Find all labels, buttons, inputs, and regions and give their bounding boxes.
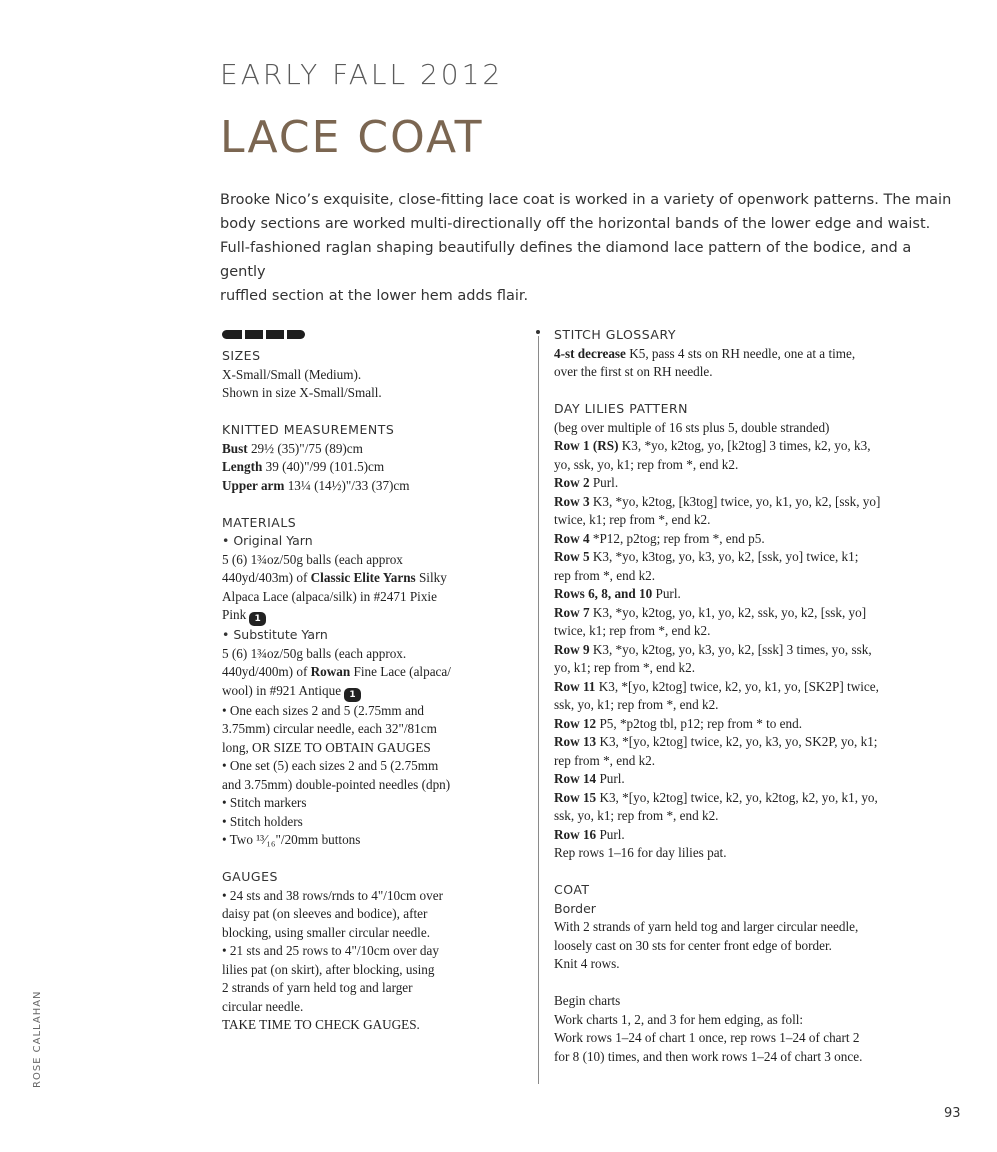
charts-line: Work rows 1–24 of chart 1 once, rep rows 1–24 of chart 2 [554,1030,860,1045]
materials-line: • Stitch holders [222,813,303,829]
skill-segment [222,330,242,339]
gauges-line: • 21 sts and 25 rows to 4"/10cm over day [222,943,439,958]
materials-line: • Stitch markers [222,795,307,810]
pattern-row-line: yo, ssk, yo, k1; rep from *, end k2. [554,456,739,472]
intro-line: ruffled section at the lower hem adds flair. [220,288,529,304]
original-yarn-label: • Original Yarn [222,533,313,548]
pattern-row-line: Row 15 K3, *[yo, k2tog] twice, k2, yo, k2tog, k2, yo, k1, yo, [554,789,878,805]
materials-line: Alpaca Lace (alpaca/silk) in #2471 Pixie [222,588,437,604]
sizes-heading: SIZES [222,348,261,363]
day-lilies-intro: (beg over multiple of 16 sts plus 5, double stranded) [554,419,830,435]
materials-heading: MATERIALS [222,514,297,530]
intro-line: Full-fashioned raglan shaping beautifully defines the diamond lace pattern of the bodice, and a gently [220,240,912,280]
left-column [222,330,522,1035]
materials-line: 440yd/403m) of Classic Elite Yarns Silky [222,570,447,585]
border-heading: Border [554,900,596,916]
series-title: EARLY FALL 2012 [220,58,504,91]
materials-line: 3.75mm) circular needle, each 32"/81cm [222,721,437,736]
pattern-title: LACE COAT [220,112,484,163]
yarn-weight-1-icon: 1 [249,612,266,626]
pattern-row-line: Row 12 P5, *p2tog tbl, p12; rep from * to end. [554,715,802,731]
materials-line: 5 (6) 1¾oz/50g balls (each approx [222,551,403,567]
skill-level-icon [222,330,522,339]
glossary-line: 4-st decrease K5, pass 4 sts on RH needle, one at a time, [554,345,856,361]
intro-paragraph [220,188,960,308]
pattern-row-line: Row 16 Purl. [554,826,625,842]
pattern-row-line: Row 5 K3, *yo, k3tog, yo, k3, yo, k2, [ssk, yo] twice, k1; [554,549,859,564]
materials-line: long, OR SIZE TO OBTAIN GAUGES [222,739,431,755]
materials-line: • One set (5) each sizes 2 and 5 (2.75mm [222,758,439,773]
gauges-line: daisy pat (on sleeves and bodice), after [222,906,428,921]
gauges-line: • 24 sts and 38 rows/rnds to 4"/10cm over [222,887,443,903]
materials-line: 5 (6) 1¾oz/50g balls (each approx. [222,645,407,661]
pattern-row-line: Row 11 K3, *[yo, k2tog] twice, k2, yo, k1, yo, [SK2P] twice, [554,678,879,694]
pattern-row-line: Row 3 K3, *yo, k2tog, [k3tog] twice, yo, k1, yo, k2, [ssk, yo] [554,493,881,509]
substitute-yarn-label: • Substitute Yarn [222,627,328,642]
right-column [554,326,964,1066]
column-divider [538,336,539,1084]
measurement-bust: Bust 29½ (35)"/75 (89)cm [222,440,363,456]
yarn-weight-1-icon: 1 [344,688,361,702]
intro-line: Brooke Nico’s exquisite, close-fitting lace coat is worked in a variety of openwork patterns. The main [220,192,952,208]
border-line: loosely cast on 30 sts for center front edge of border. [554,937,832,953]
skill-segment [287,330,305,339]
day-lilies-rows [554,437,964,863]
skill-segment [266,330,284,339]
measurement-upper-arm: Upper arm 13¼ (14½)"/33 (37)cm [222,477,410,493]
border-line: Knit 4 rows. [554,956,620,971]
materials-line: • Two ¹³⁄₁₆"/20mm buttons [222,832,361,847]
materials-line: • One each sizes 2 and 5 (2.75mm and [222,702,425,718]
photo-credit: ROSE CALLAHAN [32,990,43,1088]
materials-line: 440yd/400m) of Rowan Fine Lace (alpaca/ [222,664,451,679]
pattern-row-line: twice, k1; rep from *, end k2. [554,623,711,638]
column-divider-dot [536,330,540,334]
measurements-heading: KNITTED MEASUREMENTS [222,422,395,437]
pattern-row-line: ssk, yo, k1; rep from *, end k2. [554,808,719,823]
glossary-line: over the first st on RH needle. [554,364,713,379]
gauges-line: lilies pat (on skirt), after blocking, using [222,961,435,977]
gauges-heading: GAUGES [222,869,278,884]
pattern-row-line: yo, k1; rep from *, end k2. [554,660,696,675]
pattern-row-line: ssk, yo, k1; rep from *, end k2. [554,697,719,712]
pattern-row-line: Row 7 K3, *yo, k2tog, yo, k1, yo, k2, ssk, yo, k2, [ssk, yo] [554,604,867,620]
pattern-row-line: Rep rows 1–16 for day lilies pat. [554,845,727,860]
pattern-row-line: rep from *, end k2. [554,752,656,768]
intro-line: body sections are worked multi-directionally off the horizontal bands of the lower edge and waist. [220,216,931,232]
pattern-row-line: Row 4 *P12, p2tog; rep from *, end p5. [554,530,765,546]
coat-heading: COAT [554,882,590,897]
gauges-line: 2 strands of yarn held tog and larger [222,980,413,995]
gauges-line: blocking, using smaller circular needle. [222,924,430,940]
border-line: With 2 strands of yarn held tog and larger circular needle, [554,919,859,934]
glossary-heading: STITCH GLOSSARY [554,327,676,342]
charts-line: for 8 (10) times, and then work rows 1–24 of chart 3 once. [554,1048,863,1064]
pattern-row-line: twice, k1; rep from *, end k2. [554,512,711,527]
pattern-row-line: rep from *, end k2. [554,567,656,583]
gauges-line: circular needle. [222,998,304,1014]
gauges-line: TAKE TIME TO CHECK GAUGES. [222,1017,420,1032]
materials-line: and 3.75mm) double-pointed needles (dpn) [222,776,451,792]
charts-heading: Begin charts [554,993,621,1008]
page-number: 93 [944,1106,961,1121]
sizes-line: Shown in size X-Small/Small. [222,385,382,400]
skill-segment [245,330,263,339]
charts-line: Work charts 1, 2, and 3 for hem edging, as foll: [554,1011,804,1027]
pattern-row-line: Row 13 K3, *[yo, k2tog] twice, k2, yo, k3, yo, SK2P, yo, k1; [554,734,878,749]
day-lilies-heading: DAY LILIES PATTERN [554,401,689,416]
measurement-length: Length 39 (40)"/99 (101.5)cm [222,459,385,474]
materials-line: wool) in #921 Antique 1 [222,682,522,702]
pattern-row-line: Row 14 Purl. [554,771,625,786]
pattern-row-line: Row 9 K3, *yo, k2tog, yo, k3, yo, k2, [ssk] 3 times, yo, ssk, [554,641,872,657]
sizes-line: X-Small/Small (Medium). [222,366,362,382]
pattern-row-line: Rows 6, 8, and 10 Purl. [554,586,681,601]
pattern-row-line: Row 1 (RS) K3, *yo, k2tog, yo, [k2tog] 3 times, k2, yo, k3, [554,438,871,453]
pattern-row-line: Row 2 Purl. [554,475,619,490]
materials-line: Pink 1 [222,606,522,626]
